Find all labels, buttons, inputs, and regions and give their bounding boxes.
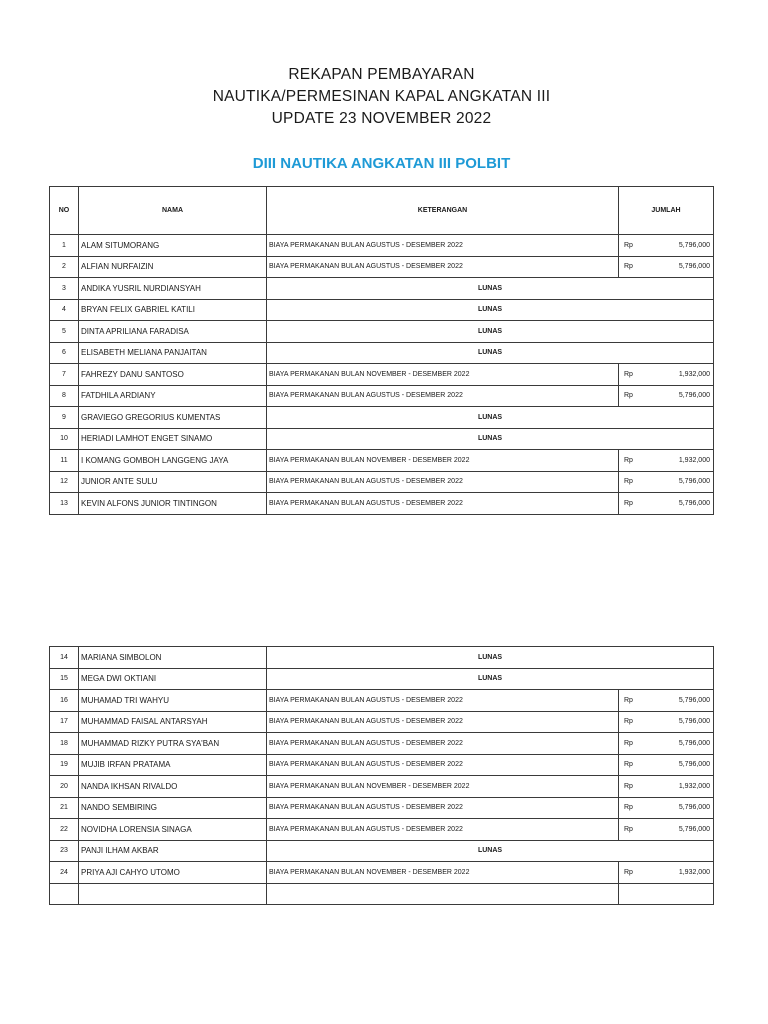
currency-label: Rp bbox=[624, 241, 633, 249]
amount-wrap bbox=[621, 869, 711, 876]
title-line-2: NAUTIKA/PERMESINAN KAPAL ANGKATAN III bbox=[212, 88, 551, 105]
status-lunas: LUNAS bbox=[267, 407, 714, 429]
table-row bbox=[50, 733, 714, 755]
amount-wrap bbox=[621, 697, 711, 704]
currency-label: Rp bbox=[624, 456, 633, 464]
amount-cell bbox=[619, 776, 714, 798]
amount-cell bbox=[619, 733, 714, 755]
amount-wrap bbox=[621, 478, 711, 485]
table-row bbox=[50, 278, 714, 300]
amount-value: 1,932,000 bbox=[678, 782, 710, 790]
amount-value: 5,796,000 bbox=[678, 499, 710, 507]
student-name: ALFIAN NURFAIZIN bbox=[79, 256, 267, 278]
amount-wrap bbox=[621, 242, 711, 249]
status-lunas: LUNAS bbox=[267, 299, 714, 321]
payment-description: BIAYA PERMAKANAN BULAN AGUSTUS - DESEMBER 2022 bbox=[267, 733, 619, 755]
currency-label: Rp bbox=[624, 478, 633, 486]
amount-cell bbox=[619, 493, 714, 515]
amount-value: 5,796,000 bbox=[678, 718, 710, 726]
student-name: NOVIDHA LORENSIA SINAGA bbox=[79, 819, 267, 841]
amount-value: 5,796,000 bbox=[678, 392, 710, 400]
payment-description: BIAYA PERMAKANAN BULAN AGUSTUS - DESEMBER 2022 bbox=[267, 385, 619, 407]
amount-value: 5,796,000 bbox=[678, 804, 710, 812]
row-number: 15 bbox=[50, 668, 79, 690]
amount-wrap bbox=[621, 371, 711, 378]
row-number: 5 bbox=[50, 321, 79, 343]
table-row bbox=[50, 668, 714, 690]
amount-value: 1,932,000 bbox=[678, 868, 710, 876]
row-number: 23 bbox=[50, 840, 79, 862]
row-number: 18 bbox=[50, 733, 79, 755]
row-number: 7 bbox=[50, 364, 79, 386]
student-name: ALAM SITUMORANG bbox=[79, 235, 267, 257]
currency-label: Rp bbox=[624, 825, 633, 833]
amount-wrap bbox=[621, 783, 711, 790]
amount-cell bbox=[619, 690, 714, 712]
table-row bbox=[50, 235, 714, 257]
empty-cell bbox=[79, 883, 267, 905]
amount-value: 5,796,000 bbox=[678, 263, 710, 271]
amount-cell bbox=[619, 471, 714, 493]
currency-label: Rp bbox=[624, 392, 633, 400]
student-name: FATDHILA ARDIANY bbox=[79, 385, 267, 407]
table-row bbox=[50, 690, 714, 712]
student-name: MUHAMMAD RIZKY PUTRA SYA'BAN bbox=[79, 733, 267, 755]
student-name: GRAVIEGO GREGORIUS KUMENTAS bbox=[79, 407, 267, 429]
table-row bbox=[50, 407, 714, 429]
payment-description: BIAYA PERMAKANAN BULAN NOVEMBER - DESEMBER 2022 bbox=[267, 862, 619, 884]
payment-description: BIAYA PERMAKANAN BULAN AGUSTUS - DESEMBER 2022 bbox=[267, 797, 619, 819]
status-lunas: LUNAS bbox=[267, 342, 714, 364]
payment-description: BIAYA PERMAKANAN BULAN AGUSTUS - DESEMBER 2022 bbox=[267, 754, 619, 776]
currency-label: Rp bbox=[624, 739, 633, 747]
table-row bbox=[50, 321, 714, 343]
amount-wrap bbox=[621, 718, 711, 725]
row-number: 24 bbox=[50, 862, 79, 884]
row-number: 19 bbox=[50, 754, 79, 776]
title-line-1: REKAPAN PEMBAYARAN bbox=[288, 66, 475, 83]
row-number: 13 bbox=[50, 493, 79, 515]
currency-label: Rp bbox=[624, 761, 633, 769]
col-nama-header: NAMA bbox=[79, 187, 267, 235]
amount-value: 5,796,000 bbox=[678, 696, 710, 704]
table-row bbox=[50, 862, 714, 884]
amount-value: 5,796,000 bbox=[678, 739, 710, 747]
empty-cell bbox=[267, 883, 619, 905]
student-name: MARIANA SIMBOLON bbox=[79, 647, 267, 669]
empty-cell bbox=[619, 883, 714, 905]
row-number: 9 bbox=[50, 407, 79, 429]
table-row bbox=[50, 797, 714, 819]
table-row bbox=[50, 364, 714, 386]
status-lunas: LUNAS bbox=[267, 647, 714, 669]
amount-value: 5,796,000 bbox=[678, 478, 710, 486]
table-row bbox=[50, 776, 714, 798]
row-number: 6 bbox=[50, 342, 79, 364]
table-header-row bbox=[50, 187, 714, 235]
row-number: 20 bbox=[50, 776, 79, 798]
table-row bbox=[50, 493, 714, 515]
student-name: NANDA IKHSAN RIVALDO bbox=[79, 776, 267, 798]
student-name: KEVIN ALFONS JUNIOR TINTINGON bbox=[79, 493, 267, 515]
amount-cell bbox=[619, 385, 714, 407]
amount-cell bbox=[619, 450, 714, 472]
title-line-3: UPDATE 23 NOVEMBER 2022 bbox=[271, 110, 492, 127]
student-name: I KOMANG GOMBOH LANGGENG JAYA bbox=[79, 450, 267, 472]
amount-wrap bbox=[621, 392, 711, 399]
amount-cell bbox=[619, 235, 714, 257]
student-name: ELISABETH MELIANA PANJAITAN bbox=[79, 342, 267, 364]
amount-cell bbox=[619, 256, 714, 278]
table-row bbox=[50, 754, 714, 776]
student-name: MEGA DWI OKTIANI bbox=[79, 668, 267, 690]
student-name: NANDO SEMBIRING bbox=[79, 797, 267, 819]
amount-cell bbox=[619, 711, 714, 733]
table-row bbox=[50, 256, 714, 278]
amount-value: 1,932,000 bbox=[678, 456, 710, 464]
currency-label: Rp bbox=[624, 499, 633, 507]
currency-label: Rp bbox=[624, 868, 633, 876]
row-number: 14 bbox=[50, 647, 79, 669]
amount-wrap bbox=[621, 826, 711, 833]
empty-cell bbox=[50, 883, 79, 905]
table-row bbox=[50, 450, 714, 472]
payment-description: BIAYA PERMAKANAN BULAN AGUSTUS - DESEMBER 2022 bbox=[267, 235, 619, 257]
row-number: 11 bbox=[50, 450, 79, 472]
payment-description: BIAYA PERMAKANAN BULAN NOVEMBER - DESEMBER 2022 bbox=[267, 364, 619, 386]
student-name: DINTA APRILIANA FARADISA bbox=[79, 321, 267, 343]
status-lunas: LUNAS bbox=[267, 428, 714, 450]
currency-label: Rp bbox=[624, 804, 633, 812]
amount-wrap bbox=[621, 263, 711, 270]
row-number: 10 bbox=[50, 428, 79, 450]
table-row bbox=[50, 647, 714, 669]
student-name: JUNIOR ANTE SULU bbox=[79, 471, 267, 493]
payment-description: BIAYA PERMAKANAN BULAN AGUSTUS - DESEMBER 2022 bbox=[267, 256, 619, 278]
status-lunas: LUNAS bbox=[267, 278, 714, 300]
payment-table-2 bbox=[49, 646, 714, 905]
payment-table-1 bbox=[49, 186, 714, 515]
document-header bbox=[0, 64, 763, 130]
currency-label: Rp bbox=[624, 370, 633, 378]
amount-wrap bbox=[621, 457, 711, 464]
payment-description: BIAYA PERMAKANAN BULAN AGUSTUS - DESEMBER 2022 bbox=[267, 711, 619, 733]
currency-label: Rp bbox=[624, 263, 633, 271]
payment-description: BIAYA PERMAKANAN BULAN AGUSTUS - DESEMBER 2022 bbox=[267, 819, 619, 841]
status-lunas: LUNAS bbox=[267, 840, 714, 862]
amount-value: 5,796,000 bbox=[678, 825, 710, 833]
student-name: HERIADI LAMHOT ENGET SINAMO bbox=[79, 428, 267, 450]
row-number: 17 bbox=[50, 711, 79, 733]
row-number: 12 bbox=[50, 471, 79, 493]
table-2-body bbox=[50, 647, 714, 905]
student-name: MUJIB IRFAN PRATAMA bbox=[79, 754, 267, 776]
student-name: PANJI ILHAM AKBAR bbox=[79, 840, 267, 862]
row-number: 21 bbox=[50, 797, 79, 819]
payment-description: BIAYA PERMAKANAN BULAN NOVEMBER - DESEMBER 2022 bbox=[267, 450, 619, 472]
row-number: 3 bbox=[50, 278, 79, 300]
student-name: MUHAMMAD FAISAL ANTARSYAH bbox=[79, 711, 267, 733]
status-lunas: LUNAS bbox=[267, 321, 714, 343]
row-number: 1 bbox=[50, 235, 79, 257]
row-number: 22 bbox=[50, 819, 79, 841]
payment-description: BIAYA PERMAKANAN BULAN AGUSTUS - DESEMBER 2022 bbox=[267, 493, 619, 515]
student-name: FAHREZY DANU SANTOSO bbox=[79, 364, 267, 386]
currency-label: Rp bbox=[624, 696, 633, 704]
table-trailing-row bbox=[50, 883, 714, 905]
section-subtitle: DIII NAUTIKA ANGKATAN III POLBIT bbox=[252, 155, 511, 172]
payment-description: BIAYA PERMAKANAN BULAN NOVEMBER - DESEMBER 2022 bbox=[267, 776, 619, 798]
student-name: PRIYA AJI CAHYO UTOMO bbox=[79, 862, 267, 884]
amount-wrap bbox=[621, 804, 711, 811]
table-row bbox=[50, 711, 714, 733]
student-name: MUHAMAD TRI WAHYU bbox=[79, 690, 267, 712]
currency-label: Rp bbox=[624, 782, 633, 790]
student-name: BRYAN FELIX GABRIEL KATILI bbox=[79, 299, 267, 321]
amount-wrap bbox=[621, 761, 711, 768]
amount-value: 1,932,000 bbox=[678, 370, 710, 378]
col-no-header: NO bbox=[50, 187, 79, 235]
amount-cell bbox=[619, 862, 714, 884]
amount-value: 5,796,000 bbox=[678, 241, 710, 249]
table-row bbox=[50, 385, 714, 407]
row-number: 8 bbox=[50, 385, 79, 407]
table-row bbox=[50, 471, 714, 493]
amount-cell bbox=[619, 797, 714, 819]
currency-label: Rp bbox=[624, 718, 633, 726]
table-row bbox=[50, 428, 714, 450]
amount-wrap bbox=[621, 500, 711, 507]
table-row bbox=[50, 840, 714, 862]
amount-cell bbox=[619, 754, 714, 776]
amount-wrap bbox=[621, 740, 711, 747]
row-number: 2 bbox=[50, 256, 79, 278]
payment-description: BIAYA PERMAKANAN BULAN AGUSTUS - DESEMBER 2022 bbox=[267, 690, 619, 712]
table-row bbox=[50, 299, 714, 321]
amount-cell bbox=[619, 364, 714, 386]
table-1-body bbox=[50, 235, 714, 515]
table-row bbox=[50, 819, 714, 841]
amount-value: 5,796,000 bbox=[678, 761, 710, 769]
payment-description: BIAYA PERMAKANAN BULAN AGUSTUS - DESEMBER 2022 bbox=[267, 471, 619, 493]
status-lunas: LUNAS bbox=[267, 668, 714, 690]
student-name: ANDIKA YUSRIL NURDIANSYAH bbox=[79, 278, 267, 300]
col-keterangan-header: KETERANGAN bbox=[267, 187, 619, 235]
row-number: 16 bbox=[50, 690, 79, 712]
table-row bbox=[50, 342, 714, 364]
amount-cell bbox=[619, 819, 714, 841]
row-number: 4 bbox=[50, 299, 79, 321]
col-jumlah-header: JUMLAH bbox=[619, 187, 714, 235]
